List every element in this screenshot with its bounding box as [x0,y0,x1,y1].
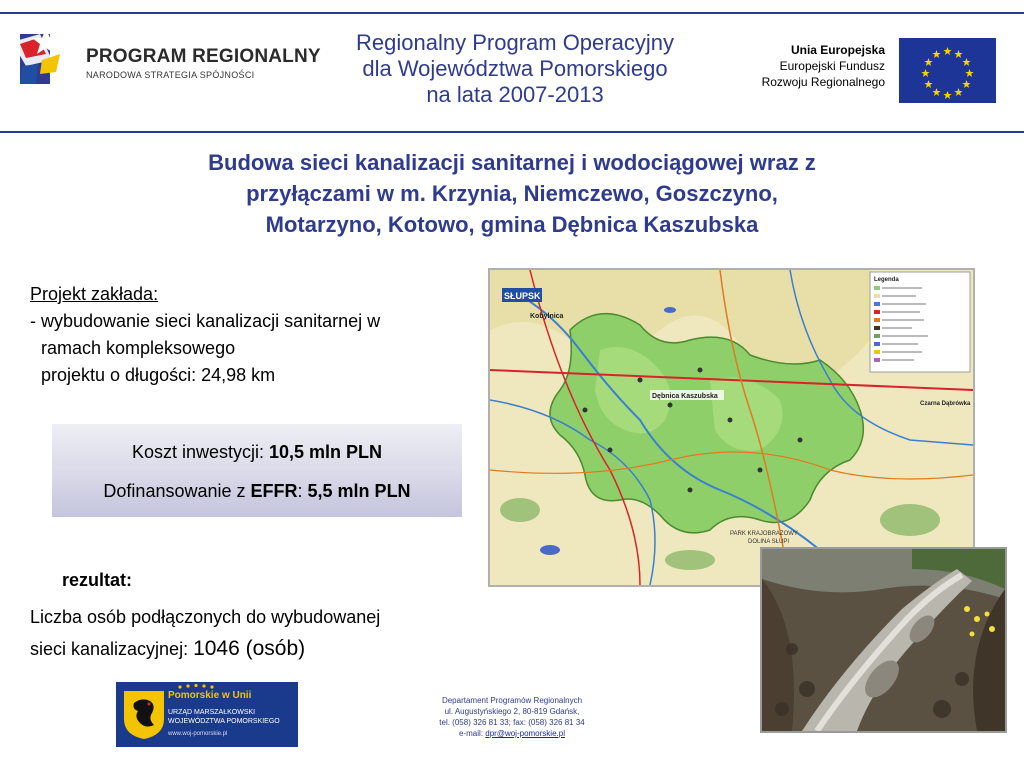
map-label: Kobylnica [530,313,564,320]
griffin-crest-icon [122,689,166,741]
project-title-line: Motarzyno, Kotowo, gmina Dębnica Kaszubska [265,212,759,237]
photo-graphic [762,549,1005,731]
pomorskie-line: WOJEWÓDZTWA POMORSKIEGO [168,718,280,725]
project-map [488,268,975,587]
cofinancing [52,481,462,502]
header-title-line: dla Województwa Pomorskiego [362,56,668,81]
project-title [100,147,924,240]
footer-email-label: e-mail: [459,729,486,738]
footer-email-row [400,728,624,739]
project-title-line: Budowa sieci kanalizacji sanitarnej i wodociągowej wraz z [208,150,816,175]
pomorskie-title: Pomorskie w Unii [168,690,252,701]
result-line [30,633,490,665]
pomorskie-website: www.woj-pomorskie.pl [168,731,228,737]
footer-phone: tel. (058) 326 81 33; fax: (058) 326 81 34 [439,718,585,727]
logo-title: PROGRAM REGIONALNY [86,46,321,67]
cost-value: 10,5 mln PLN [269,442,383,462]
top-rule [0,12,1024,14]
map-label: Dębnica Kaszubska [652,393,718,400]
project-heading: Projekt zakłada: [30,284,159,304]
result-line-label: sieci kanalizacyjnej: [30,639,194,659]
map-graphic [490,270,973,585]
footer-address: ul. Augustyńskiego 2, 80-819 Gdańsk, [444,707,580,716]
header-divider [0,131,1024,133]
footer-dept: Departament Programów Regionalnych [441,696,583,705]
eu-line: Rozwoju Regionalnego [761,75,885,89]
header-title-line: Regionalny Program Operacyjny [356,30,674,55]
project-title-line: przyłączami w m. Krzynia, Niemczewo, Goszczyno, [246,181,778,206]
project-line: ramach kompleksowego [41,338,236,358]
pomorskie-line: URZĄD MARSZAŁKOWSKI [168,709,256,716]
investment-cost [52,442,462,463]
map-label: DOLINA SŁUPI [748,539,790,545]
result-value: 1046 (osób) [193,637,306,660]
logo-subtitle: NARODOWA STRATEGIA SPÓJNOŚCI [86,70,255,80]
project-line: - wybudowanie sieci kanalizacji sanitarnej w [30,311,381,331]
cofin-value: 5,5 mln PLN [307,481,411,501]
program-regionalny-logo [12,24,321,96]
cofin-sep: : [297,481,308,501]
result-text [30,602,490,665]
eu-line: Unia Europejska [790,43,885,57]
footer-email-link[interactable]: dpr@woj-pomorskie.pl [485,729,565,738]
eu-line: Europejski Fundusz [779,59,885,73]
map-label: SŁUPSK [504,291,541,301]
footer-contact [400,695,624,739]
cost-box [52,424,462,517]
cofin-fund: EFFR [250,481,298,501]
eu-flag-icon [899,38,996,103]
result-label: rezultat: [62,570,133,590]
map-legend-title: Legenda [874,277,899,283]
eu-label [705,42,885,90]
header-title [305,30,725,108]
map-label: PARK KRAJOBRAZOWY [730,531,798,537]
nss-star-icon [12,24,74,96]
pomorskie-logo [116,682,298,747]
project-description [30,281,480,389]
cofin-label: Dofinansowanie z [103,481,251,501]
pipe-construction-photo [760,547,1007,733]
result-line: Liczba osób podłączonych do wybudowanej [30,607,381,627]
map-label: Czarna Dąbrówka [920,401,971,407]
header-title-line: na lata 2007-2013 [426,82,604,107]
cost-label: Koszt inwestycji: [131,442,269,462]
project-line: projektu o długości: 24,98 km [41,365,276,385]
